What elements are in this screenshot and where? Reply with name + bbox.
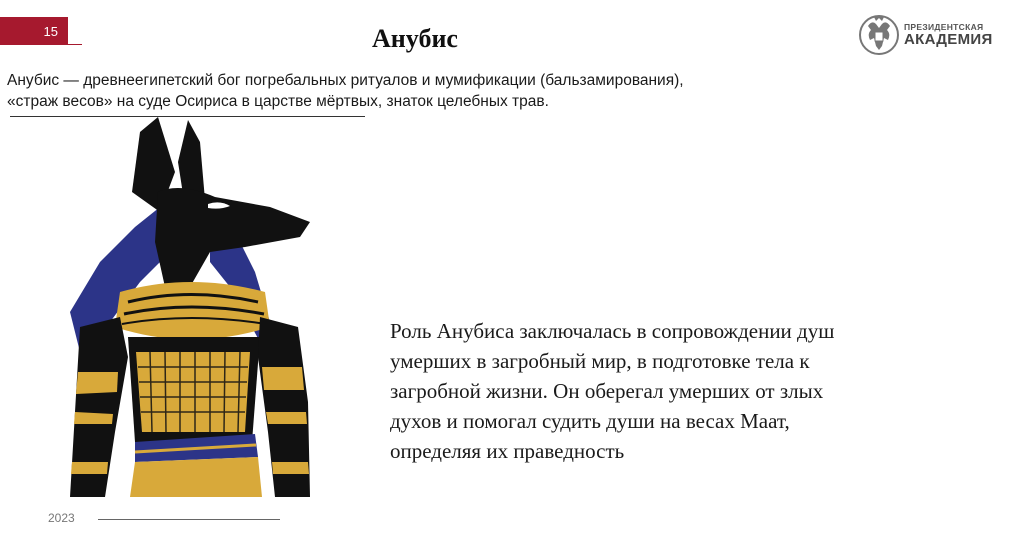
slide-number: 15: [43, 23, 58, 39]
double-headed-eagle-emblem-icon: [858, 12, 900, 58]
footer-year: 2023: [48, 511, 75, 525]
logo-line1: ПРЕЗИДЕНТСКАЯ: [904, 21, 984, 32]
footer-rule: [98, 519, 280, 520]
anubis-illustration-icon: [40, 112, 350, 502]
page-title: Анубис: [372, 24, 458, 53]
logo-line2: АКАДЕМИЯ: [904, 30, 993, 48]
body-text: Роль Анубиса заключалась в сопровождении душ умерших в загробный мир, в подготовке тела к загробной жизни. Он оберегал умерших от злых духов и помогал судить души на весах Маат, определяя их праведность: [390, 319, 835, 463]
intro-line2: «страж весов» на суде Осириса в царстве мёртвых, знаток целебных трав.: [7, 93, 549, 110]
intro-text: [7, 70, 827, 112]
logo: [858, 10, 998, 60]
intro-line1: Анубис — древнеегипетский бог погребальных ритуалов и мумификации (бальзамирования),: [7, 72, 684, 89]
